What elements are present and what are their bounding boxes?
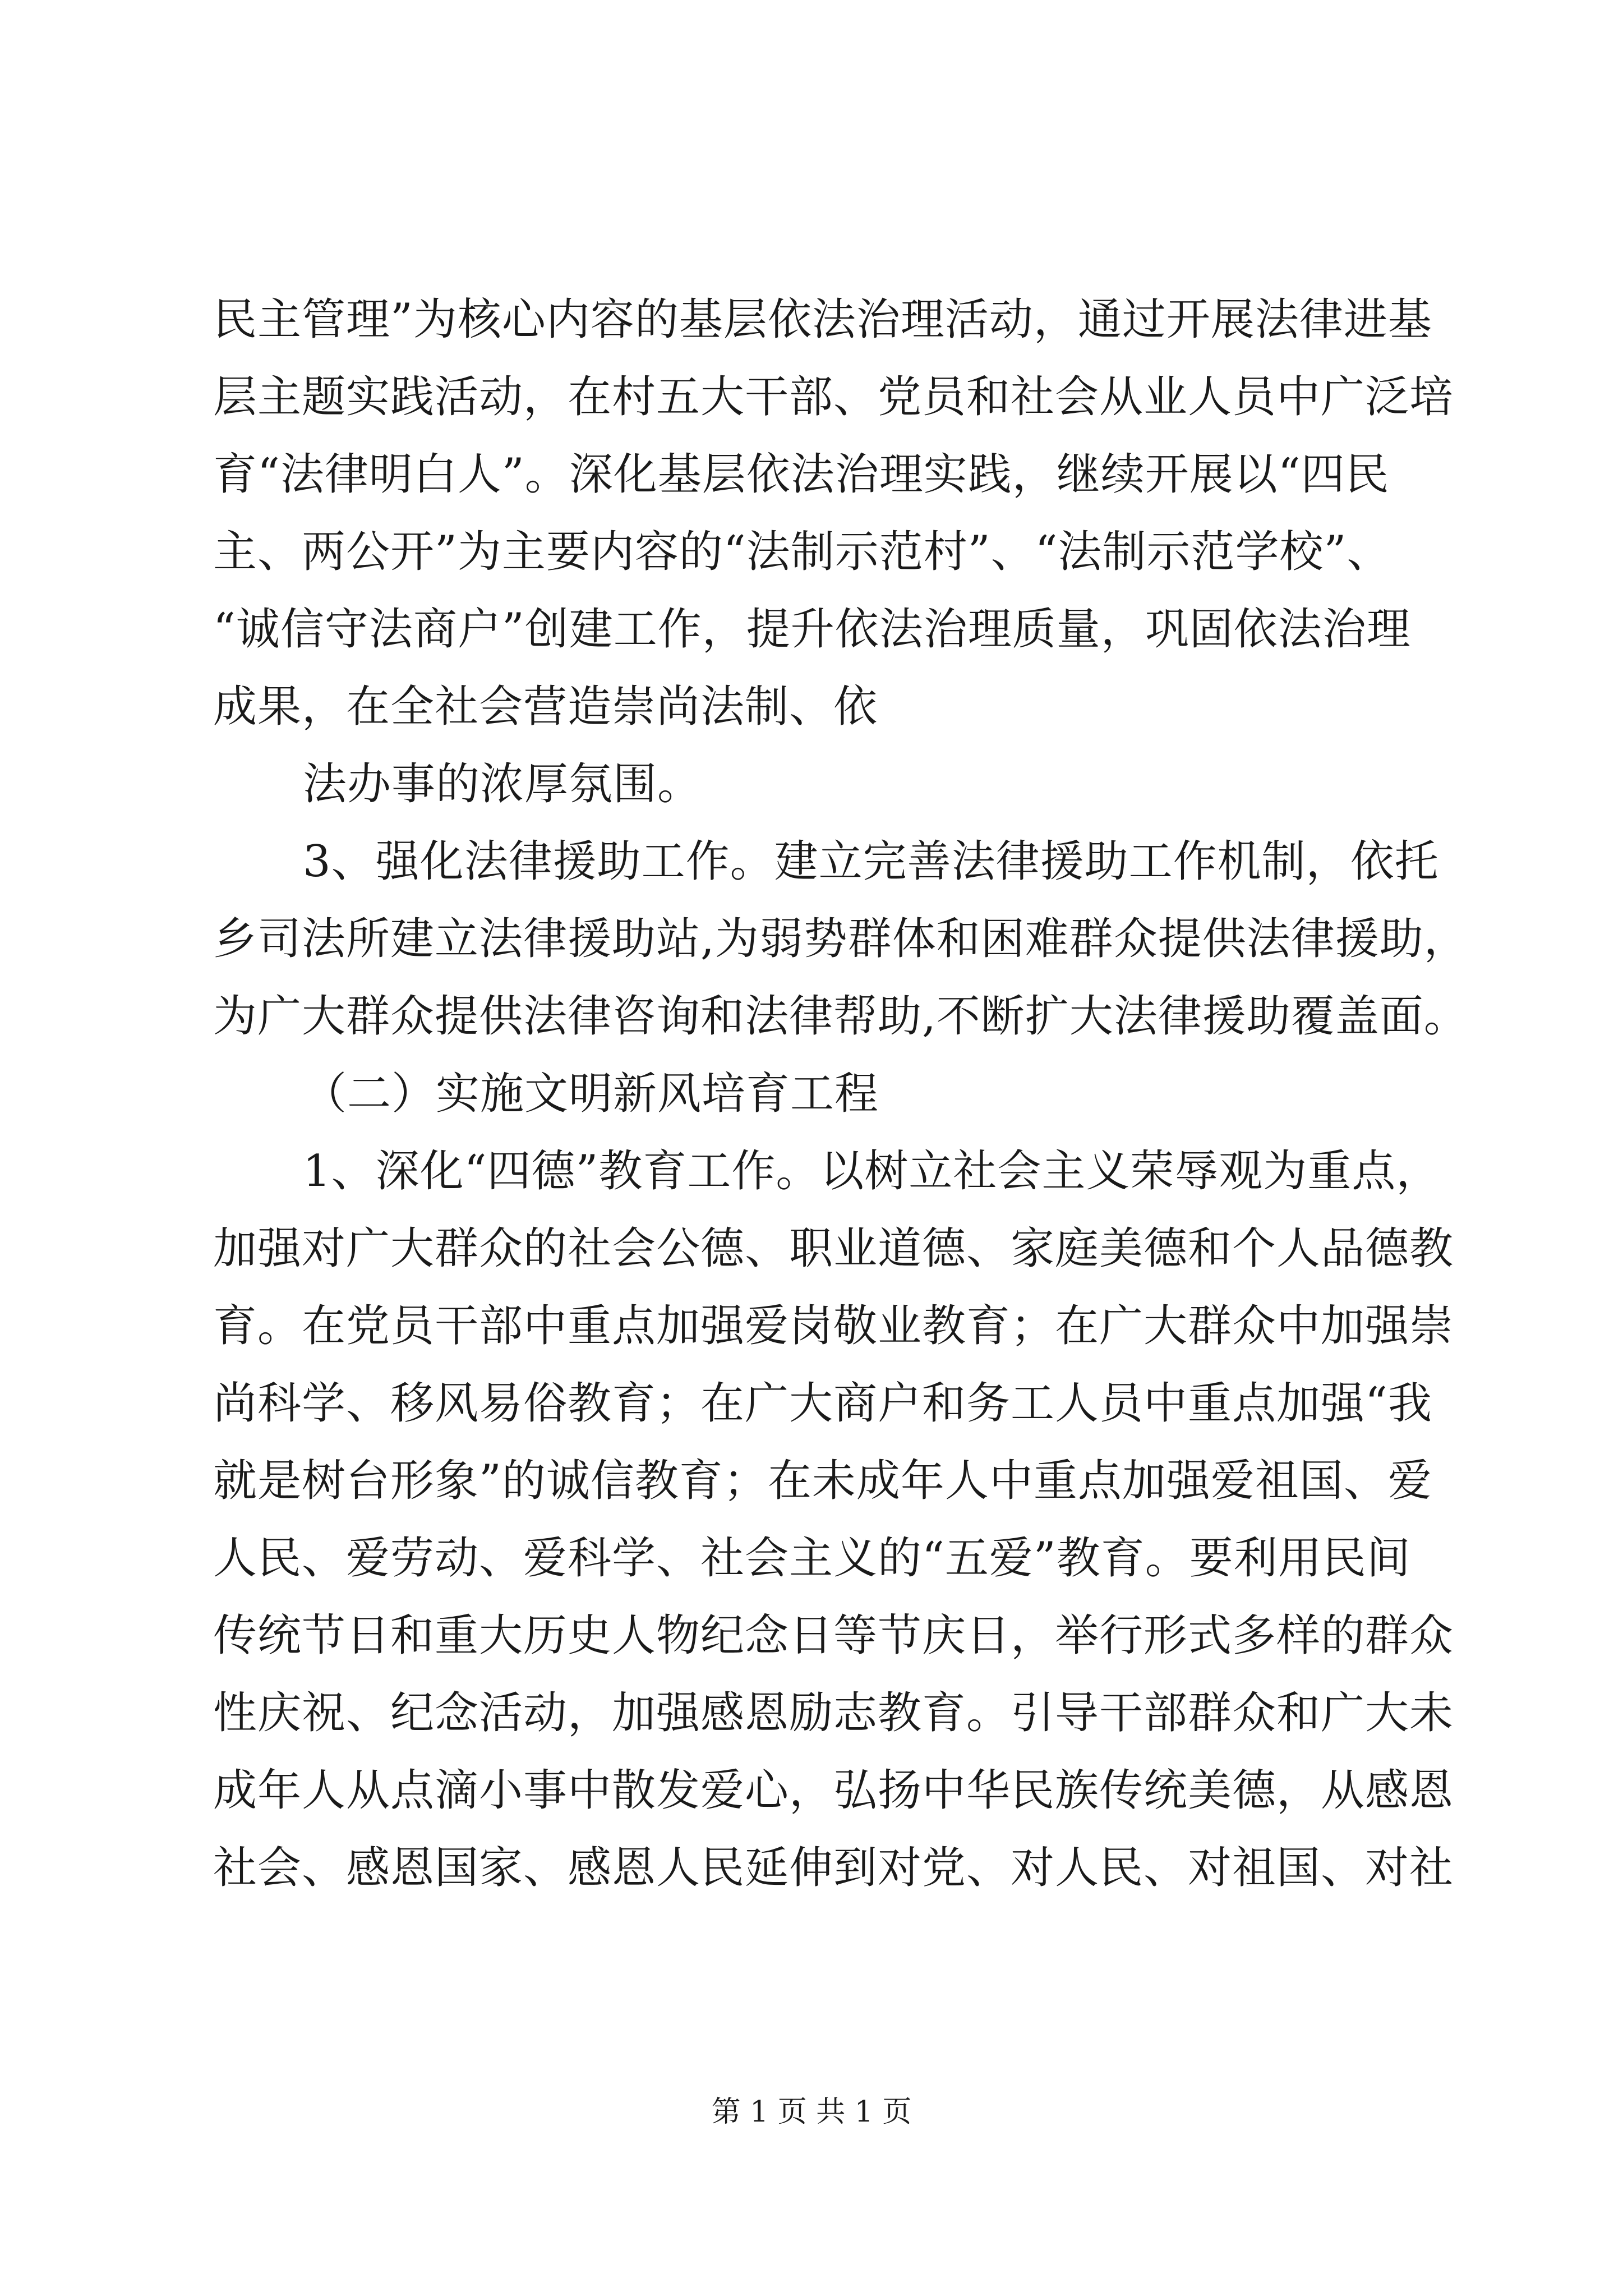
paragraph-line: 为广大群众提供法律咨询和法律帮助,不断扩大法律援助覆盖面。 (213, 991, 1468, 1042)
paragraph-line: “诚信守法商户”创建工作，提升依法治理质量，巩固依法治理 (213, 604, 1411, 655)
section-heading: （二）实施文明新风培育工程 (303, 1069, 879, 1119)
paragraph-line: 1、深化“四德”教育工作。以树立社会主义荣辱观为重点， (303, 1146, 1441, 1197)
paragraph-line: 成年人从点滴小事中散发爱心，弘扬中华民族传统美德，从感恩 (213, 1765, 1454, 1816)
paragraph-line: 人民、爱劳动、爱科学、社会主义的“五爱”教育。要利用民间 (213, 1533, 1411, 1584)
paragraph-line: 法办事的浓厚氛围。 (303, 759, 702, 809)
paragraph-line: 层主题实践活动，在村五大干部、党员和社会从业人员中广泛培 (213, 372, 1454, 422)
paragraph-line: 就是树台形象”的诚信教育；在未成年人中重点加强爱祖国、爱 (213, 1456, 1432, 1506)
paragraph-line: 民主管理”为核心内容的基层依法治理活动，通过开展法律进基 (213, 295, 1432, 345)
paragraph-line: 乡司法所建立法律援助站,为弱势群体和困难群众提供法律援助， (213, 914, 1468, 964)
paragraph-line: 性庆祝、纪念活动，加强感恩励志教育。引导干部群众和广大未 (213, 1688, 1454, 1738)
paragraph-line: 加强对广大群众的社会公德、职业道德、家庭美德和个人品德教 (213, 1223, 1454, 1274)
page-footer: 第 1 页 共 1 页 (711, 2095, 912, 2129)
paragraph-line: 育“法律明白人”。深化基层依法治理实践，继续开展以“四民 (213, 449, 1390, 500)
paragraph-line: 尚科学、移风易俗教育；在广大商户和务工人员中重点加强“我 (213, 1378, 1432, 1429)
paragraph-line: 育。在党员干部中重点加强爱岗敬业教育；在广大群众中加强崇 (213, 1301, 1454, 1351)
paragraph-line: 传统节日和重大历史人物纪念日等节庆日，举行形式多样的群众 (213, 1611, 1454, 1661)
paragraph-line: 成果，在全社会营造崇尚法制、依 (213, 682, 878, 732)
paragraph-line: 主、两公开”为主要内容的“法制示范村”、“法制示范学校”、 (213, 527, 1391, 577)
paragraph-line: 3、强化法律援助工作。建立完善法律援助工作机制，依托 (303, 836, 1439, 887)
paragraph-line: 社会、感恩国家、感恩人民延伸到对党、对人民、对祖国、对社 (213, 1843, 1454, 1893)
